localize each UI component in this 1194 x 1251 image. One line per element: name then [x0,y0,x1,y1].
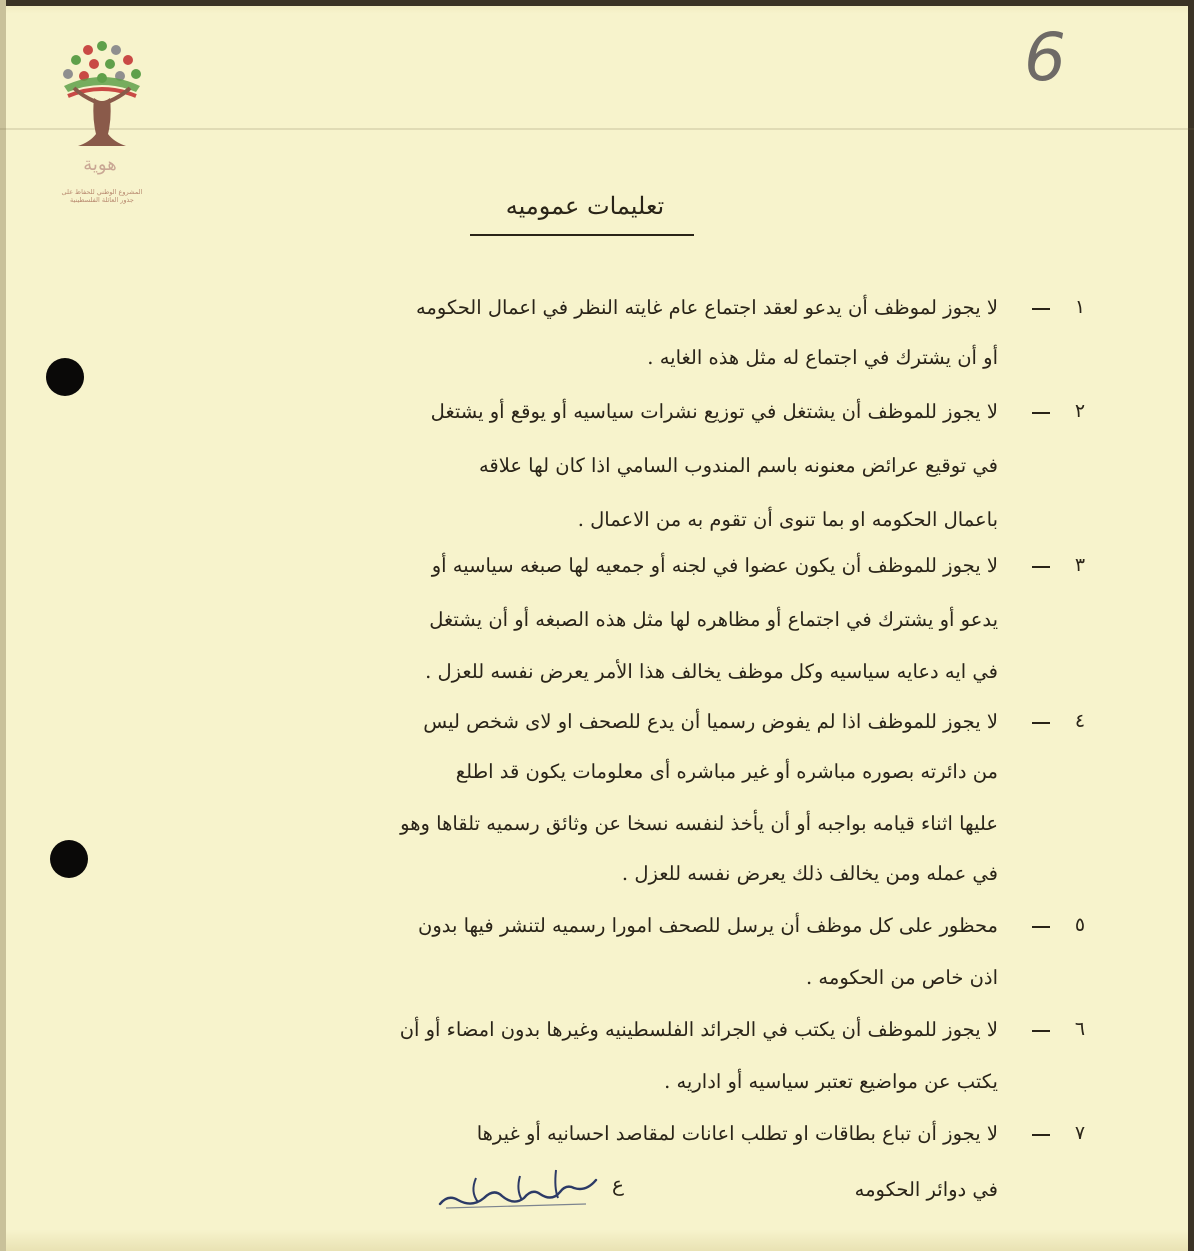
item-line: في ايه دعايه سياسيه وكل موظف يخالف هذا الأمر يعرض نفسه للعزل . [425,660,998,683]
handwritten-signature-icon [436,1158,606,1214]
item-dash [1032,412,1050,414]
item-dash [1032,1030,1050,1032]
logo-caption [44,188,160,204]
item-line: لا يجوز للموظف اذا لم يفوض رسميا أن يدع للصحف او لاى شخص ليس [423,710,998,733]
item-number: ٢ [1074,400,1086,422]
item-line: يدعو أو يشترك في اجتماع أو مظاهره لها مثل هذه الصبغه أو أن يشتغل [429,608,998,631]
item-dash [1032,308,1050,310]
item-line: في دوائر الحكومه [854,1178,998,1201]
item-line: في توقيع عرائض معنونه باسم المندوب السامي اذا كان لها علاقه [478,454,998,477]
item-line: لا يجوز لموظف أن يدعو لعقد اجتماع عام غايته النظر في اعمال الحكومه [415,296,998,319]
title-underline [470,234,694,236]
logo-caption-line-2: جذور العائلة الفلسطينية [70,196,134,204]
item-line: اذن خاص من الحكومه . [806,966,998,989]
item-line: لا يجوز للموظف أن يكون عضوا في لجنه أو جمعيه لها صبغه سياسيه أو [431,554,998,577]
scan-edge-left [0,0,6,1251]
logo-wordmark: هوية [83,154,117,175]
item-line: لا يجوز للموظف أن يكتب في الجرائد الفلسطينيه وغيرها بدون امضاء أو أن [399,1018,998,1041]
item-dash [1032,1134,1050,1136]
punch-hole-top [46,358,84,396]
item-line: في عمله ومن يخالف ذلك يعرض نفسه للعزل . [621,862,998,885]
item-line: محظور على كل موظف أن يرسل للصحف امورا رسميه لتنشر فيها بدون [418,914,998,937]
scan-edge-right [1188,0,1194,1251]
item-line: لا يجوز أن تباع بطاقات او تطلب اعانات لمقاصد احسانيه أو غيرها [476,1122,998,1145]
item-number: ١ [1074,296,1086,318]
item-line: أو أن يشترك في اجتماع له مثل هذه الغايه . [647,346,998,369]
paper-fold [0,128,1194,130]
punch-hole-bottom [50,840,88,878]
item-number: ٧ [1074,1122,1086,1144]
signature-mark: ع [612,1172,624,1196]
document-title: تعليمات عموميه [505,192,665,220]
item-line: يكتب عن مواضيع تعتبر سياسيه أو اداريه . [664,1070,998,1093]
item-number: ٤ [1074,710,1086,732]
page-number: 6 [1024,19,1066,96]
item-number: ٥ [1074,914,1086,936]
item-number: ٣ [1074,554,1086,576]
item-number: ٦ [1074,1018,1086,1040]
item-line: من دائرته بصوره مباشره أو غير مباشره أى معلومات يكون قد اطلع [455,760,998,783]
logo-caption-line-1: المشروع الوطني للحفاظ على [61,188,143,196]
item-dash [1032,566,1050,568]
item-dash [1032,926,1050,928]
item-line: عليها اثناء قيامه بواجبه أو أن يأخذ لنفسه نسخا عن وثائق رسميه تلقاها وهو [400,812,998,835]
item-dash [1032,722,1050,724]
item-line: باعمال الحكومه او بما تنوى أن تقوم به من الاعمال . [577,508,998,531]
item-line: لا يجوز للموظف أن يشتغل في توزيع نشرات سياسيه أو يوقع أو يشتغل [430,400,998,423]
scan-edge-top [0,0,1194,6]
